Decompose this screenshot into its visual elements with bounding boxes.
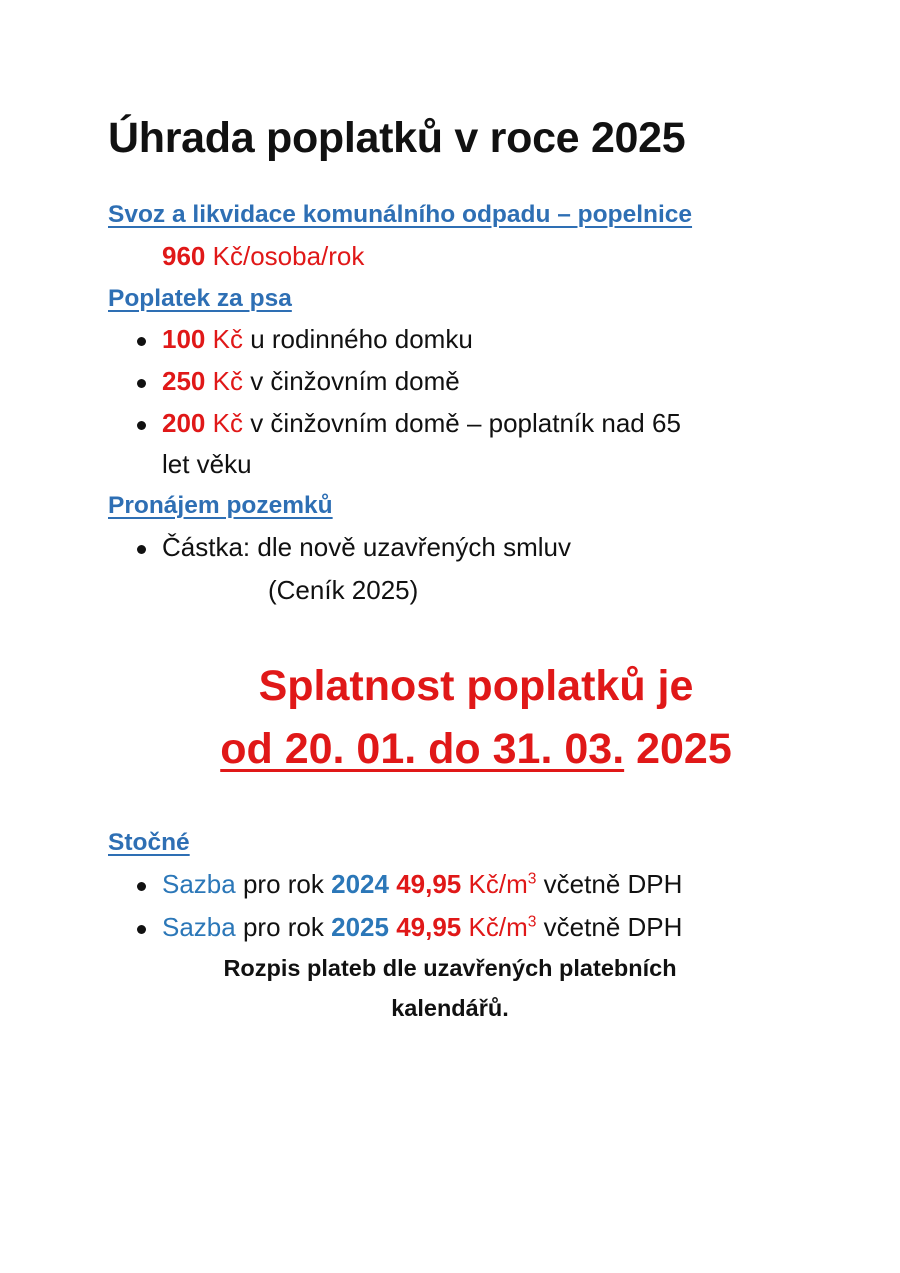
waste-fee <box>162 241 364 272</box>
land-note: (Ceník 2025) <box>268 575 419 605</box>
dog-fee-currency: Kč <box>212 408 243 438</box>
sewage-rate-unit-text: Kč/m <box>468 869 528 899</box>
land-heading: Pronájem pozemků <box>108 492 333 519</box>
dog-fee-text: v činžovním domě <box>250 366 460 396</box>
due-line-2 <box>0 725 900 774</box>
sewage-rate-label: Sazba <box>162 869 236 899</box>
dog-fee-item <box>162 366 460 397</box>
sewage-rate-price: 49,95 <box>396 912 462 942</box>
bullet-icon <box>137 337 146 346</box>
dog-fee-currency: Kč <box>212 366 243 396</box>
sewage-heading: Stočné <box>108 829 190 856</box>
sewage-rate-year: 2025 <box>331 912 389 942</box>
sewage-rate-unit <box>469 912 537 942</box>
sewage-rate-exponent: 3 <box>527 870 537 888</box>
sewage-rate-unit <box>469 869 537 899</box>
bullet-icon <box>137 925 146 934</box>
sewage-rate-suffix: včetně DPH <box>543 912 683 942</box>
dog-fee-text: u rodinného domku <box>250 324 473 354</box>
waste-unit: Kč/osoba/rok <box>212 241 365 271</box>
sewage-rate-year: 2024 <box>331 869 389 899</box>
sewage-rate-label: Sazba <box>162 912 236 942</box>
bullet-icon <box>137 379 146 388</box>
waste-amount: 960 <box>162 241 206 271</box>
dog-fee-currency: Kč <box>212 324 243 354</box>
waste-heading: Svoz a likvidace komunálního odpadu – popelnice <box>108 201 693 228</box>
due-date-range: od 20. 01. do 31. 03. <box>220 725 625 773</box>
sewage-rate-unit-text: Kč/m <box>468 912 528 942</box>
closing-line-1: Rozpis plateb dle uzavřených platebních <box>223 955 677 981</box>
land-item: Částka: dle nově uzavřených smluv <box>162 532 571 562</box>
sewage-rate-text: pro rok <box>242 912 324 942</box>
dog-fee-item <box>162 408 681 439</box>
sewage-rate-item <box>162 869 682 900</box>
dog-fee-text: v činžovním domě – poplatník nad 65 <box>250 408 681 438</box>
sewage-rate-price: 49,95 <box>396 869 462 899</box>
dog-fee-text-continued: let věku <box>162 449 252 479</box>
bullet-icon <box>137 421 146 430</box>
closing-line-2: kalendářů. <box>391 995 509 1021</box>
dog-heading: Poplatek za psa <box>108 285 292 312</box>
dog-fee-amount: 100 <box>162 324 206 354</box>
sewage-rate-exponent: 3 <box>527 913 537 931</box>
due-year: 2025 <box>636 725 732 773</box>
dog-fee-amount: 200 <box>162 408 206 438</box>
sewage-rate-text: pro rok <box>242 869 324 899</box>
dog-fee-amount: 250 <box>162 366 206 396</box>
sewage-rate-item <box>162 912 682 943</box>
page-title: Úhrada poplatků v roce 2025 <box>108 114 686 162</box>
bullet-icon <box>137 882 146 891</box>
due-line-1: Splatnost poplatků je <box>258 662 694 710</box>
sewage-rate-suffix: včetně DPH <box>543 869 683 899</box>
dog-fee-item <box>162 324 473 355</box>
bullet-icon <box>137 545 146 554</box>
